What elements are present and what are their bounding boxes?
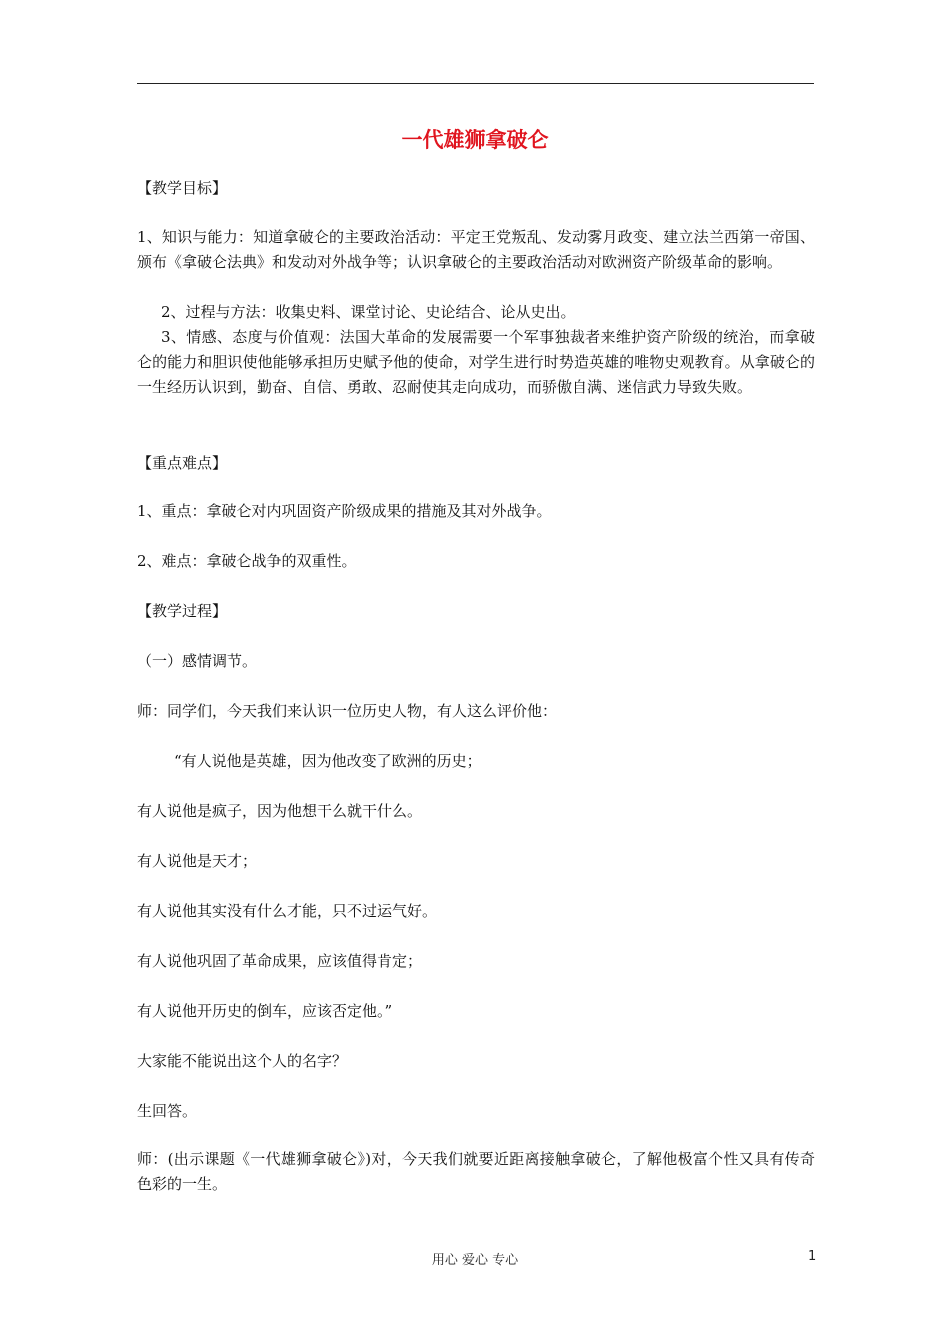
document-title: 一代雄狮拿破仑 <box>401 128 549 152</box>
objective-knowledge: 1、知识与能力：知道拿破仑的主要政治活动：平定王党叛乱、发动雾月政变、建立法兰西第一帝国、颁布《拿破仑法典》和发动对外战争等；认识拿破仑的主要政治活动对欧洲资产阶级革命的影响。 <box>137 228 815 271</box>
teacher-topic: 师：(出示课题《一代雄狮拿破仑》)对，今天我们就要近距离接触拿破仑，了解他极富个性又具有传奇色彩的一生。 <box>137 1150 815 1193</box>
teacher-intro: 师：同学们，今天我们来认识一位历史人物，有人这么评价他： <box>137 702 558 720</box>
quote-line-1: “有人说他是英雄，因为他改变了欧洲的历史； <box>174 752 482 770</box>
teacher-question: 大家能不能说出这个人的名字？ <box>137 1052 348 1070</box>
process-heading: 【教学过程】 <box>137 602 228 620</box>
quote-line-4: 有人说他其实没有什么才能，只不过运气好。 <box>137 902 438 920</box>
keypoints-heading: 【重点难点】 <box>137 454 228 472</box>
quote-line-3: 有人说他是天才； <box>137 852 258 870</box>
header-rule <box>137 83 814 84</box>
quote-line-5: 有人说他巩固了革命成果，应该值得肯定； <box>137 952 423 970</box>
objective-process: 2、过程与方法：收集史料、课堂讨论、史论结合、论从史出。 <box>161 303 576 321</box>
quote-line-2: 有人说他是疯子，因为他想干么就干什么。 <box>137 802 423 820</box>
process-step-1: （一）感情调节。 <box>137 652 258 670</box>
objectives-heading: 【教学目标】 <box>137 179 228 197</box>
objective-values: 3、情感、态度与价值观：法国大革命的发展需要一个军事独裁者来维护资产阶级的统治，而拿破仑的能力和胆识使他能够承担历史赋予他的使命，对学生进行时势造英雄的唯物史观教育。从拿破仑的一生经历认识到，勤奋、自信、勇敢、忍耐使其走向成功，而骄傲自满、迷信武力导致失败。 <box>137 328 815 396</box>
page-number: 1 <box>808 1249 817 1264</box>
difficulty-point: 2、难点：拿破仑战争的双重性。 <box>137 552 357 570</box>
footer-motto: 用心 爱心 专心 <box>431 1253 519 1268</box>
key-point: 1、重点：拿破仑对内巩固资产阶级成果的措施及其对外战争。 <box>137 502 552 520</box>
quote-line-6: 有人说他开历史的倒车，应该否定他。” <box>137 1002 393 1020</box>
student-answer: 生回答。 <box>137 1102 198 1120</box>
